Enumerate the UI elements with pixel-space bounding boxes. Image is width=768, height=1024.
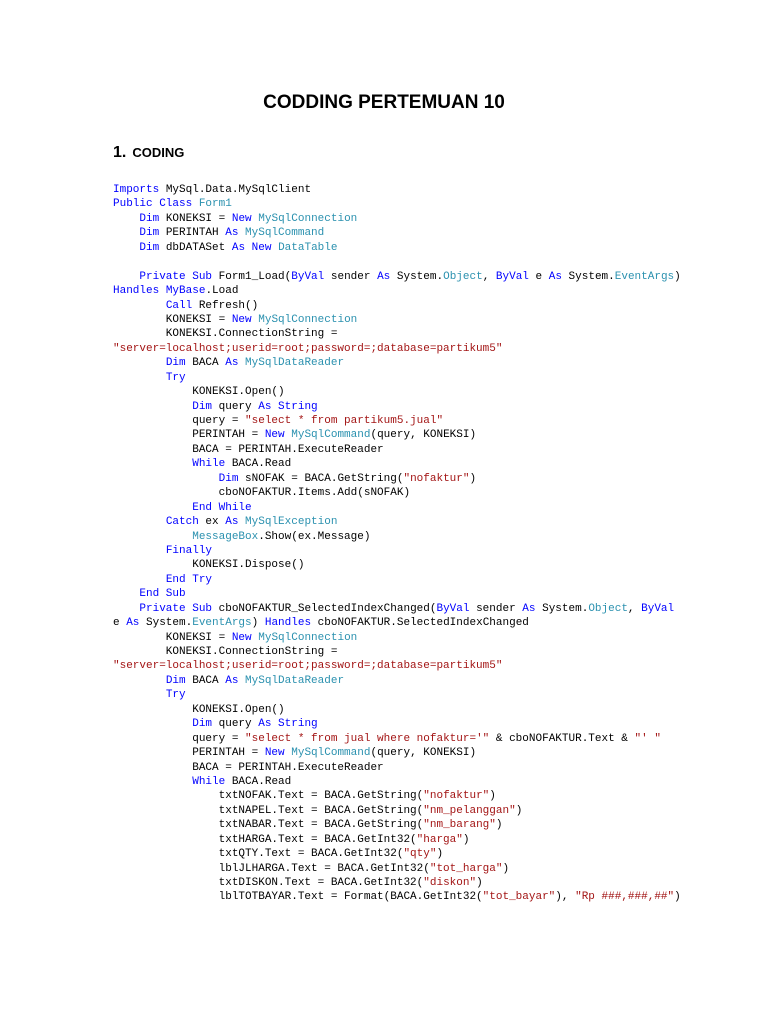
code-token: e xyxy=(528,270,549,283)
code-token: BACA = PERINTAH.ExecuteReader xyxy=(113,761,384,774)
code-token: Private Sub xyxy=(139,602,213,615)
code-token: Dim xyxy=(139,241,160,254)
code-token: MySqlCommand xyxy=(291,747,371,760)
code-line xyxy=(113,270,763,284)
code-line xyxy=(113,833,763,847)
code-line xyxy=(113,284,763,298)
code-line xyxy=(113,356,763,370)
code-token xyxy=(113,227,139,239)
code-token: "qty" xyxy=(403,848,437,861)
code-token: Imports xyxy=(113,184,160,196)
code-token: txtHARGA.Text = BACA.GetInt32( xyxy=(113,833,417,846)
code-line xyxy=(113,573,763,587)
code-token: ) xyxy=(469,472,477,485)
code-token: MySqlConnection xyxy=(258,313,358,326)
code-line xyxy=(113,890,763,904)
code-token: ) xyxy=(489,790,496,803)
code-token xyxy=(113,776,192,788)
code-token: As xyxy=(225,516,239,529)
code-token xyxy=(113,502,192,514)
code-token: KONEKSI.Dispose() xyxy=(113,559,305,572)
code-token: PERINTAH = xyxy=(113,747,265,760)
code-token: ByVal xyxy=(495,270,529,283)
code-token: KONEKSI = xyxy=(113,313,232,326)
code-token: PERINTAH = xyxy=(113,429,265,442)
code-token: KONEKSI.ConnectionString = xyxy=(113,646,338,658)
code-token: PERINTAH xyxy=(159,227,226,240)
code-token: .Show(ex.Message) xyxy=(258,530,371,543)
code-line xyxy=(113,501,763,515)
code-token: "nm_barang" xyxy=(423,819,496,832)
code-token: query = xyxy=(113,732,246,745)
code-token: cboNOFAKTUR.SelectedIndexChanged xyxy=(311,617,529,630)
code-token: cboNOFAKTUR.Items.Add(sNOFAK) xyxy=(113,487,411,500)
code-token xyxy=(113,516,166,528)
code-line xyxy=(113,775,763,789)
code-token: As New xyxy=(231,241,272,254)
code-token: ) xyxy=(495,819,503,832)
code-token: txtDISKON.Text = BACA.GetInt32( xyxy=(113,877,424,889)
code-line xyxy=(113,544,763,558)
code-token xyxy=(113,531,192,543)
code-token: As String xyxy=(258,718,318,731)
code-token xyxy=(113,372,166,384)
code-token: BACA.Read xyxy=(225,458,292,471)
code-token: ) xyxy=(674,270,681,283)
code-token: BACA = PERINTAH.ExecuteReader xyxy=(113,443,384,456)
code-token: Dim xyxy=(139,212,160,225)
code-token: EventArgs xyxy=(614,270,675,283)
code-line xyxy=(113,674,763,688)
code-token xyxy=(113,473,219,485)
code-token: KONEKSI = xyxy=(113,631,232,644)
code-token: .Load xyxy=(205,285,239,298)
code-token: "select * from partikum5.jual" xyxy=(245,415,444,427)
code-token: Dim xyxy=(139,227,160,240)
code-line xyxy=(113,400,763,414)
code-token: "Rp ###,###,##" xyxy=(575,891,675,904)
code-token: sNOFAK = BACA.GetString( xyxy=(238,472,404,485)
code-token: sender xyxy=(324,270,378,283)
code-token: ) xyxy=(462,833,470,846)
code-line xyxy=(113,645,763,659)
code-line xyxy=(113,703,763,717)
code-line xyxy=(113,631,763,645)
code-token: As xyxy=(225,357,239,370)
code-line xyxy=(113,717,763,731)
code-token: "tot_bayar" xyxy=(482,891,556,904)
code-token: System. xyxy=(561,270,615,283)
code-token: ByVal xyxy=(291,270,325,283)
code-line xyxy=(113,197,763,211)
code-token xyxy=(113,357,166,369)
code-token: & cboNOFAKTUR.Text & xyxy=(489,732,635,745)
code-token: "' " xyxy=(634,732,661,745)
code-token: "select * from jual where nofaktur='" xyxy=(245,732,490,745)
code-token: Form1 xyxy=(198,198,232,211)
code-token: Dim xyxy=(218,472,239,485)
code-line xyxy=(113,313,763,327)
code-token xyxy=(113,401,192,413)
code-token: ) xyxy=(251,617,265,630)
code-token: query xyxy=(212,718,259,731)
code-token: As xyxy=(126,617,140,630)
code-token: As xyxy=(225,227,239,240)
code-line xyxy=(113,299,763,313)
code-token: Call xyxy=(165,299,193,312)
code-line xyxy=(113,616,763,630)
code-line xyxy=(113,847,763,861)
code-token: New xyxy=(231,212,252,225)
code-token: "server=localhost;userid=root;password=;database=partikum5" xyxy=(113,342,503,355)
code-token: dbDATASet xyxy=(159,241,232,254)
code-token: Private Sub xyxy=(139,270,213,283)
code-token xyxy=(113,603,139,615)
code-token: "nm_pelanggan" xyxy=(423,804,516,817)
code-line xyxy=(113,732,763,746)
code-line xyxy=(113,371,763,385)
code-token: ) xyxy=(502,862,510,875)
code-line xyxy=(113,558,763,572)
code-token: sender xyxy=(469,602,523,615)
code-line xyxy=(113,443,763,457)
code-token: txtQTY.Text = BACA.GetInt32( xyxy=(113,848,404,861)
code-token xyxy=(113,242,139,254)
code-line xyxy=(113,428,763,442)
code-line xyxy=(113,226,763,240)
code-line xyxy=(113,457,763,471)
code-token: Try xyxy=(165,689,186,702)
code-line xyxy=(113,818,763,832)
code-token xyxy=(113,689,166,701)
code-token: MySqlConnection xyxy=(258,631,358,644)
code-token: "server=localhost;userid=root;password=;database=partikum5" xyxy=(113,660,503,673)
code-token: Catch xyxy=(165,516,199,529)
code-token: BACA xyxy=(185,357,226,370)
code-token: Object xyxy=(588,602,628,615)
code-line xyxy=(113,876,763,890)
code-token: Finally xyxy=(165,544,213,557)
code-token: MySqlCommand xyxy=(291,429,371,442)
code-token: KONEKSI.Open() xyxy=(113,703,285,716)
code-token: ) xyxy=(674,891,681,904)
code-token xyxy=(113,574,166,586)
code-line xyxy=(113,688,763,702)
code-token: KONEKSI = xyxy=(159,212,232,225)
code-token: While xyxy=(192,458,226,471)
code-token: "harga" xyxy=(416,833,463,846)
code-token xyxy=(113,718,192,730)
code-token: As xyxy=(522,602,536,615)
section-number: 1. xyxy=(113,144,127,161)
code-line xyxy=(113,212,763,226)
code-token: MySqlDataReader xyxy=(245,674,345,687)
code-line xyxy=(113,414,763,428)
code-line xyxy=(113,183,763,197)
code-token: Try xyxy=(165,371,186,384)
code-token: Object xyxy=(443,270,483,283)
code-token: (query, KONEKSI) xyxy=(370,747,477,760)
code-token: Public Class xyxy=(113,198,193,211)
code-token: MySql.Data.MySqlClient xyxy=(159,184,312,196)
code-token: lblJLHARGA.Text = BACA.GetInt32( xyxy=(113,862,430,875)
code-token: KONEKSI.ConnectionString = xyxy=(113,328,338,341)
code-token: System. xyxy=(139,617,193,630)
code-line xyxy=(113,530,763,544)
code-token: System. xyxy=(535,602,589,615)
code-token: cboNOFAKTUR_SelectedIndexChanged( xyxy=(212,602,437,615)
code-line xyxy=(113,255,763,269)
code-token: lblTOTBAYAR.Text = Format(BACA.GetInt32( xyxy=(113,891,483,904)
code-token: As xyxy=(225,674,239,687)
code-line xyxy=(113,486,763,500)
code-token: New xyxy=(231,313,252,326)
code-token: Dim xyxy=(165,674,186,687)
code-token: EventArgs xyxy=(192,617,252,630)
code-token: New xyxy=(231,631,252,644)
code-token: Handles xyxy=(113,285,160,298)
code-token xyxy=(113,545,166,557)
code-token: Dim xyxy=(165,357,186,370)
code-token: As xyxy=(548,270,562,283)
code-token xyxy=(113,458,192,470)
code-token xyxy=(113,213,139,225)
code-token: txtNOFAK.Text = BACA.GetString( xyxy=(113,790,424,803)
code-token: Dim xyxy=(192,400,213,413)
code-token: End While xyxy=(192,501,252,514)
code-token: ByVal xyxy=(641,602,675,615)
code-token: Dim xyxy=(192,718,213,731)
code-token: MySqlDataReader xyxy=(245,357,345,370)
code-token: MessageBox xyxy=(192,530,259,543)
code-token: New xyxy=(264,747,285,760)
code-token: As xyxy=(377,270,391,283)
code-token: Refresh() xyxy=(192,299,259,312)
section-heading xyxy=(113,144,184,162)
code-token: Handles xyxy=(264,617,312,630)
code-token: , xyxy=(627,602,642,615)
code-line xyxy=(113,659,763,673)
code-line xyxy=(113,587,763,601)
code-token: End Sub xyxy=(139,588,186,601)
code-line xyxy=(113,804,763,818)
code-token: MySqlException xyxy=(245,516,338,529)
code-line xyxy=(113,327,763,341)
code-token: As String xyxy=(258,400,318,413)
code-token: ByVal xyxy=(436,602,470,615)
code-token: query xyxy=(212,400,259,413)
code-line xyxy=(113,472,763,486)
code-token: BACA.Read xyxy=(225,775,292,788)
section-title: CODING xyxy=(132,145,185,160)
code-token: New xyxy=(264,429,285,442)
code-token: query = xyxy=(113,415,246,427)
code-token xyxy=(113,300,166,312)
code-token: "nofaktur" xyxy=(403,472,470,485)
code-line xyxy=(113,342,763,356)
code-token: , xyxy=(482,270,496,283)
code-token: "nofaktur" xyxy=(423,790,490,803)
code-token: BACA xyxy=(185,674,226,687)
code-token: txtNABAR.Text = BACA.GetString( xyxy=(113,819,424,832)
code-token: ) xyxy=(436,848,444,861)
code-token: DataTable xyxy=(278,241,338,254)
code-token xyxy=(113,588,139,600)
code-line xyxy=(113,385,763,399)
code-token: While xyxy=(192,775,226,788)
code-token: ), xyxy=(555,891,576,904)
code-token: End Try xyxy=(165,573,213,586)
code-line xyxy=(113,761,763,775)
code-token xyxy=(113,271,139,283)
code-token: txtNAPEL.Text = BACA.GetString( xyxy=(113,804,424,817)
code-token: "tot_harga" xyxy=(429,862,503,875)
code-token: MySqlCommand xyxy=(245,227,325,240)
code-token xyxy=(192,198,199,210)
document-title: CODDING PERTEMUAN 10 xyxy=(263,92,505,113)
code-block xyxy=(113,183,763,905)
code-token: MySqlConnection xyxy=(258,212,358,225)
code-token: MyBase xyxy=(165,285,206,298)
code-token: Form1_Load( xyxy=(212,270,292,283)
code-token: e xyxy=(113,617,127,630)
code-token: "diskon" xyxy=(423,877,477,889)
code-line xyxy=(113,746,763,760)
code-line xyxy=(113,515,763,529)
code-line xyxy=(113,789,763,803)
code-line xyxy=(113,602,763,616)
code-token: ex xyxy=(198,516,226,529)
code-token: ) xyxy=(515,804,523,817)
code-token: (query, KONEKSI) xyxy=(370,429,477,442)
code-token: System. xyxy=(390,270,444,283)
code-line xyxy=(113,862,763,876)
code-token xyxy=(159,285,166,297)
code-line xyxy=(113,241,763,255)
code-token xyxy=(113,675,166,687)
code-token: ) xyxy=(476,877,483,889)
code-token: KONEKSI.Open() xyxy=(113,386,285,399)
